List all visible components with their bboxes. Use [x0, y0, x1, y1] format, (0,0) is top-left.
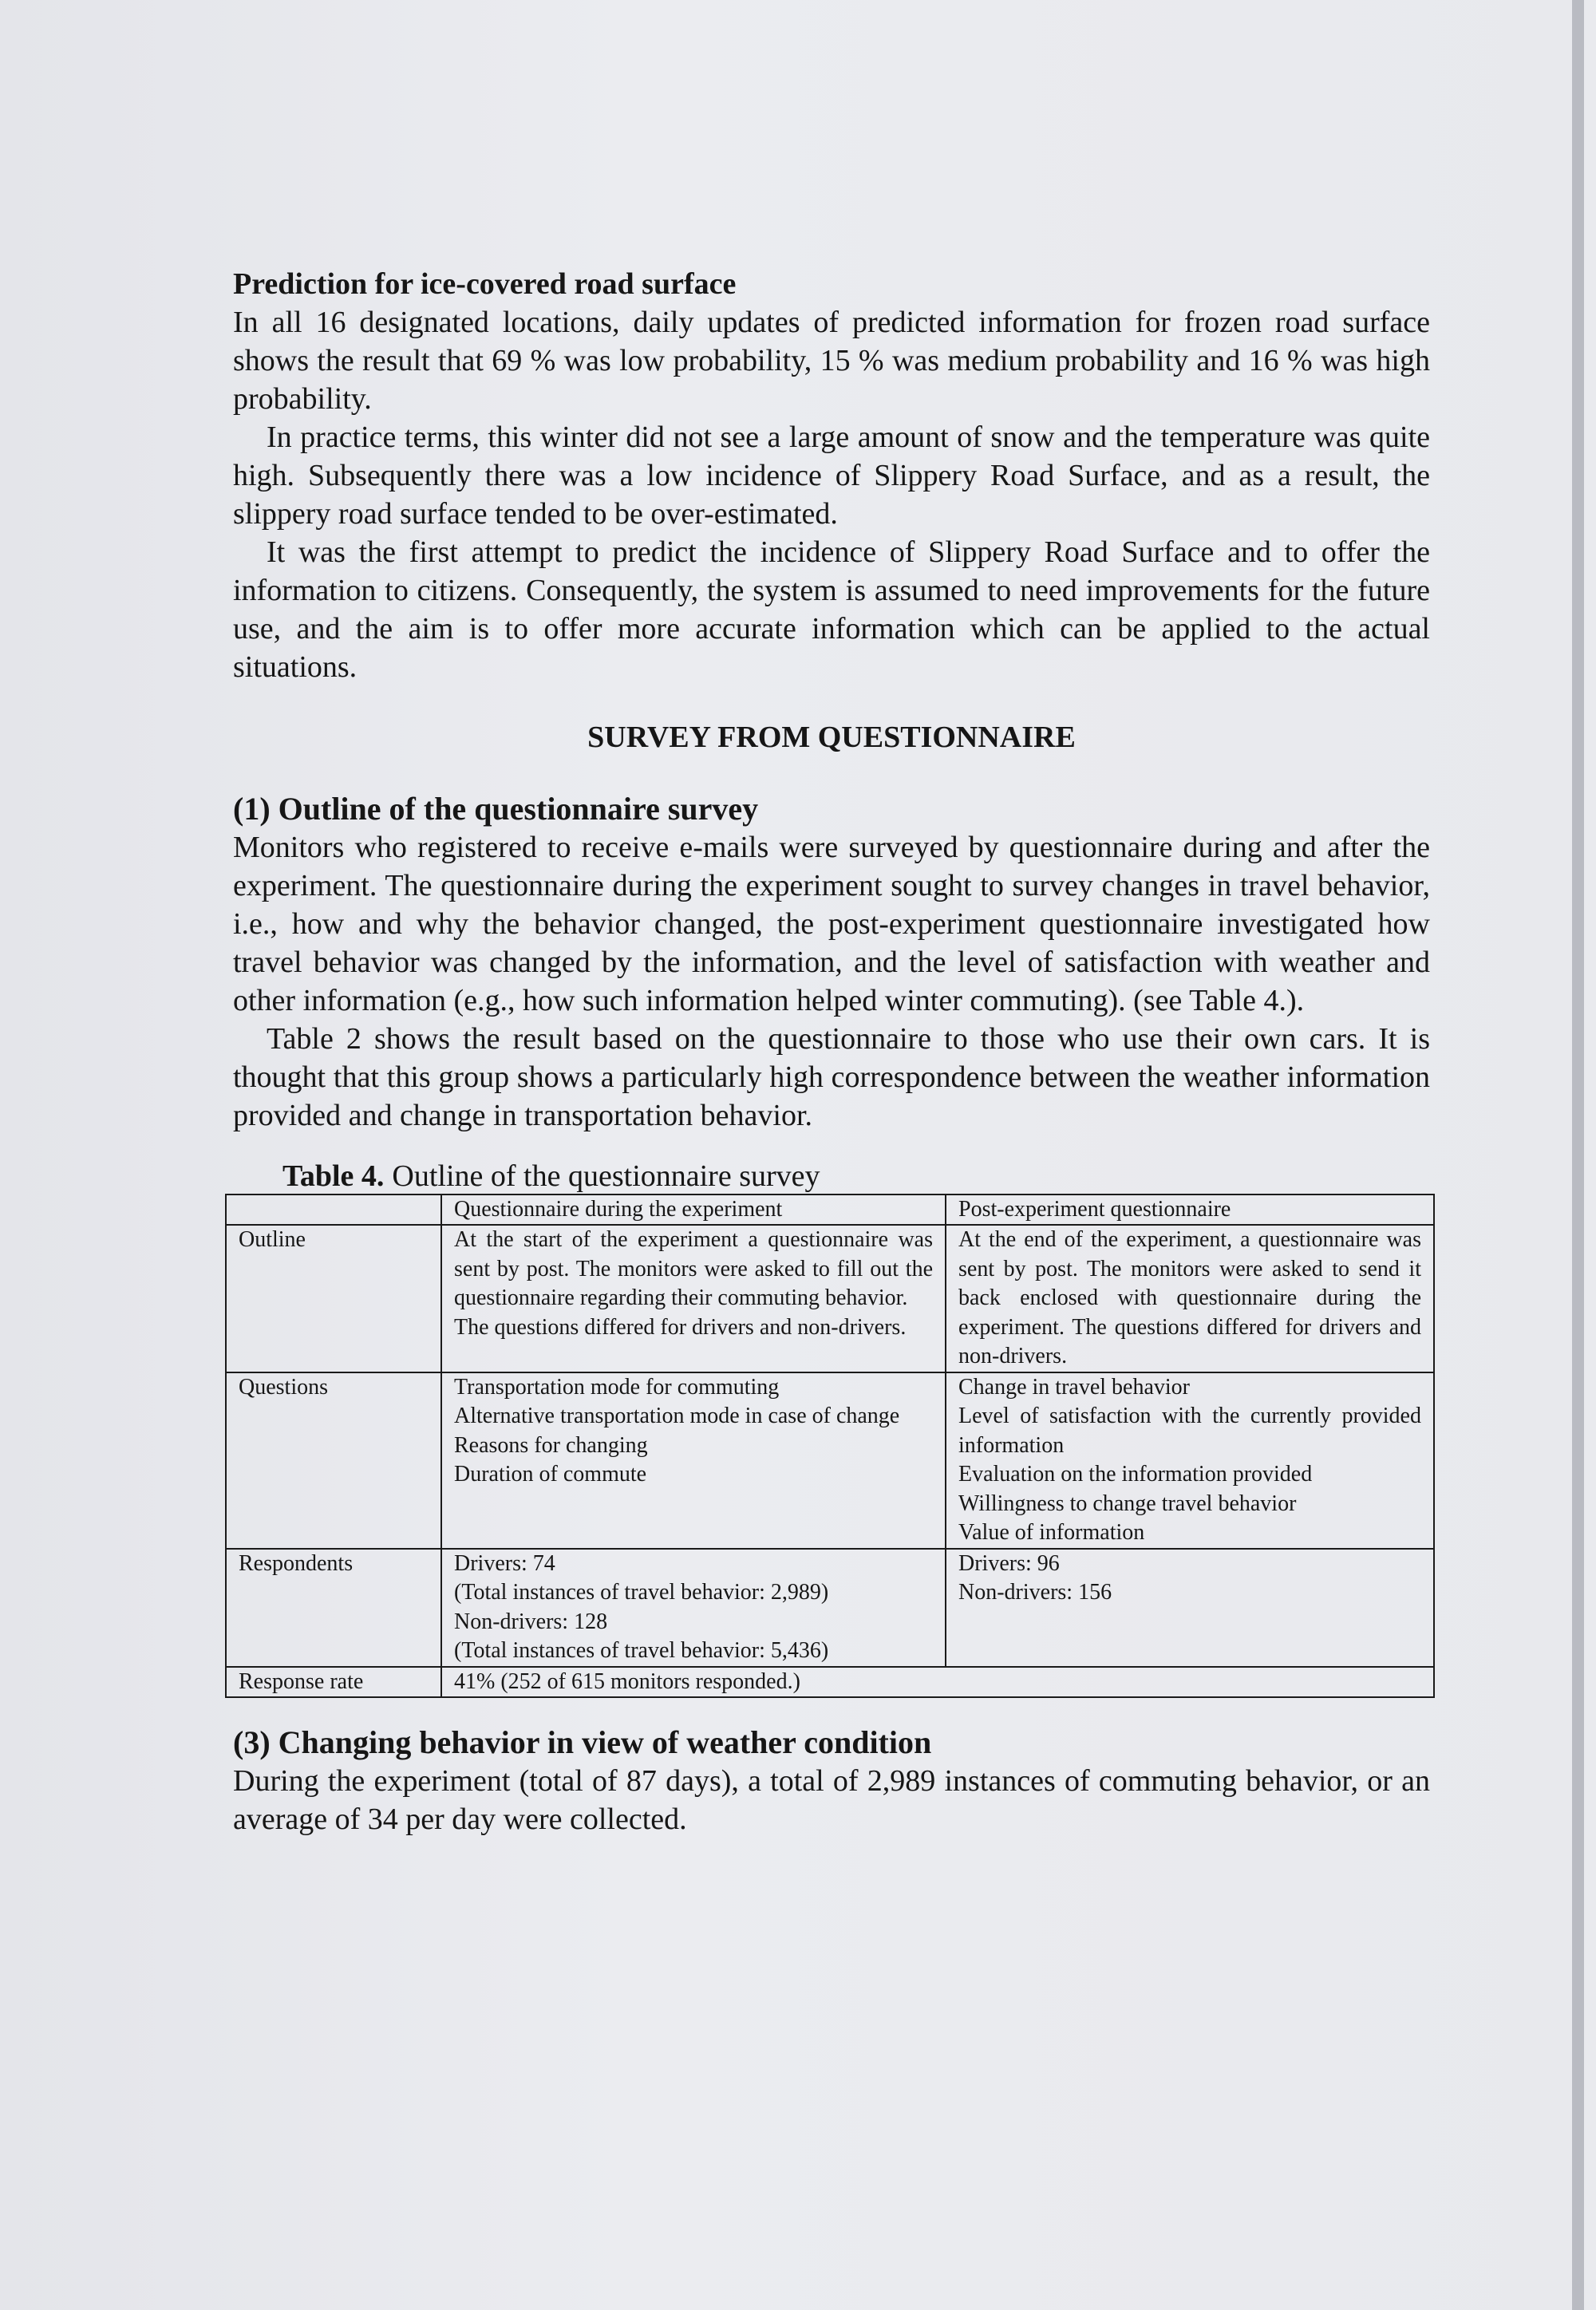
questions-during-item: Reasons for changing — [454, 1432, 648, 1458]
questions-post-item: Willingness to change travel behavior — [958, 1491, 1297, 1516]
row-label-questions: Questions — [226, 1372, 441, 1549]
survey-paragraph-2: Table 2 shows the result based on the questionnaire to those who use their own cars. It is thought that this group shows a particularly high correspondence between the weather information provided and change in transportation behavior. — [233, 1022, 1430, 1132]
document-body — [233, 265, 1430, 1838]
page-edge — [1572, 0, 1584, 2310]
respondents-drivers: Drivers: 74 — [454, 1550, 555, 1576]
questions-post-item: Evaluation on the information provided — [958, 1462, 1313, 1487]
table-row-questions — [226, 1372, 1434, 1549]
row-label-respondents: Respondents — [226, 1549, 441, 1667]
table-row-outline — [226, 1225, 1434, 1372]
questionnaire-table — [225, 1194, 1435, 1698]
table-caption — [282, 1159, 1430, 1194]
respondents-during-cell — [441, 1549, 946, 1667]
survey-paragraph-1: Monitors who registered to receive e-mails were surveyed by questionnaire during and after the experiment. The questionnaire during the experiment sought to survey changes in travel behavior, i.e., how and why the behavior changed, the post-experiment questionnaire investigated how travel behavior was changed by the information, and the level of satisfaction with weather and other information (e.g., how such information helped winter commuting). (see Table 4.). — [233, 831, 1430, 1017]
questions-post-cell — [946, 1372, 1434, 1549]
table-header-row — [226, 1194, 1434, 1225]
row-label-outline: Outline — [226, 1225, 441, 1372]
survey-heading: SURVEY FROM QUESTIONNAIRE — [587, 721, 1076, 754]
outline-during-text-2: The questions differed for drivers and non-drivers. — [454, 1314, 907, 1340]
questions-during-item: Duration of commute — [454, 1462, 647, 1487]
ice-paragraph-2: In practice terms, this winter did not see a large amount of snow and the temperature was quite high. Subsequently there was a low incidence of Slippery Road Surface, and as a result, the slippery road surface tended to be over-estimated. — [233, 421, 1430, 531]
questions-post-item: Level of satisfaction with the currently provided information — [958, 1404, 1421, 1458]
respondents-post-cell — [946, 1549, 1434, 1667]
changing-heading: (3) Changing behavior in view of weather condition — [233, 1724, 932, 1760]
outline-post-cell: At the end of the experiment, a questionnaire was sent by post. The monitors were asked to send it back enclosed with questionnaire during the experiment. The questions differed for drivers and non-drivers. — [946, 1225, 1434, 1372]
table-caption-number: Table 4. — [282, 1159, 385, 1193]
respondents-drivers-total: (Total instances of travel behavior: 2,989) — [454, 1580, 829, 1605]
questions-post-item: Value of information — [958, 1520, 1145, 1545]
questions-during-item: Alternative transportation mode in case of change — [454, 1404, 900, 1428]
row-label-response-rate: Response rate — [226, 1667, 441, 1698]
ice-paragraph-3: It was the first attempt to predict the incidence of Slippery Road Surface and to offer the information to citizens. Consequently, the system is assumed to need improvements for the future use, and the aim is to offer more accurate information which can be applied to the actual situations. — [233, 535, 1430, 684]
questions-during-cell — [441, 1372, 946, 1549]
ice-heading: Prediction for ice-covered road surface — [233, 267, 737, 301]
outline-during-cell — [441, 1225, 946, 1372]
table-row-respondents — [226, 1549, 1434, 1667]
respondents-post-drivers: Drivers: 96 — [958, 1550, 1060, 1576]
response-rate-value: 41% (252 of 615 monitors responded.) — [441, 1667, 1434, 1698]
ice-paragraph-1: In all 16 designated locations, daily updates of predicted information for frozen road surface shows the result that 69 % was low probability, 15 % was medium probability and 16 % was high probability. — [233, 306, 1430, 416]
header-post: Post-experiment questionnaire — [946, 1194, 1434, 1225]
header-empty-cell — [226, 1194, 441, 1225]
respondents-nondrivers-total: (Total instances of travel behavior: 5,436) — [454, 1638, 829, 1663]
questions-during-item: Transportation mode for commuting — [454, 1374, 780, 1400]
table-row-response-rate — [226, 1667, 1434, 1698]
outline-during-text-1: At the start of the experiment a questionnaire was sent by post. The monitors were asked to fill out the questionnaire regarding their commuting behavior. — [454, 1227, 933, 1310]
respondents-post-nondrivers: Non-drivers: 156 — [958, 1580, 1112, 1605]
outline-heading: (1) Outline of the questionnaire survey — [233, 791, 759, 827]
header-during: Questionnaire during the experiment — [441, 1194, 946, 1225]
changing-paragraph-1: During the experiment (total of 87 days), a total of 2,989 instances of commuting behavior, or an average of 34 per day were collected. — [233, 1764, 1430, 1836]
respondents-nondrivers: Non-drivers: 128 — [454, 1609, 608, 1634]
questions-post-item: Change in travel behavior — [958, 1374, 1191, 1400]
table-caption-text: Outline of the questionnaire survey — [392, 1159, 820, 1193]
